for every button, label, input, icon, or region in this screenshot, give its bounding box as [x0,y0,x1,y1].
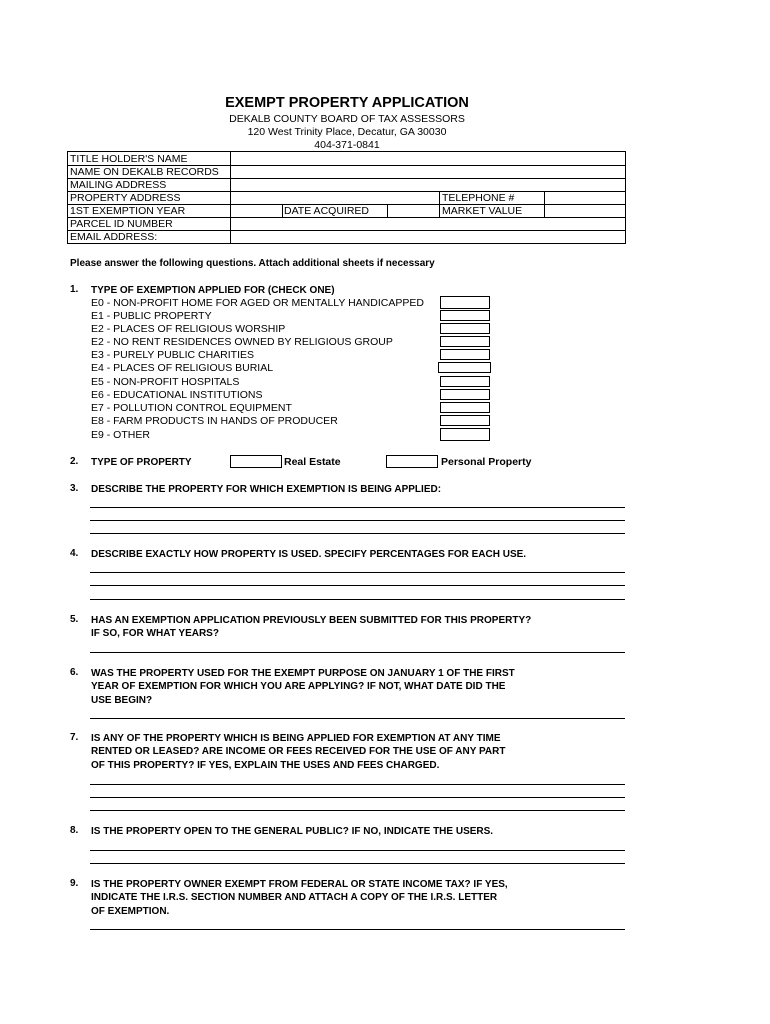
q9-line-1: IS THE PROPERTY OWNER EXEMPT FROM FEDERAL OR STATE INCOME TAX? IF YES, [91,879,508,890]
checkbox-e2-residences[interactable] [440,336,490,347]
q6-line-2: YEAR OF EXEMPTION FOR WHICH YOU ARE APPLYING? IF NOT, WHAT DATE DID THE [91,681,506,693]
q7-line-1: IS ANY OF THE PROPERTY WHICH IS BEING APPLIED FOR EXEMPTION AT ANY TIME [91,733,501,744]
q7-answer-line-1[interactable] [90,784,625,785]
label-name-on-records: NAME ON DEKALB RECORDS [70,166,219,178]
label-email: EMAIL ADDRESS: [70,231,158,243]
personal-property-label: Personal Property [441,456,532,468]
agency-name: DEKALB COUNTY BOARD OF TAX ASSESSORS [229,113,465,125]
option-e8: E8 - FARM PRODUCTS IN HANDS OF PRODUCER [91,415,338,427]
q8-answer-line-1[interactable] [90,850,625,851]
option-e5: E5 - NON-PROFIT HOSPITALS [91,376,240,388]
q5-number: 5. [70,614,79,625]
checkbox-e4[interactable] [438,362,491,373]
agency-phone: 404-371-0841 [314,139,380,151]
parcel-id-field[interactable] [231,218,625,230]
q9-line-2: INDICATE THE I.R.S. SECTION NUMBER AND ATTACH A COPY OF THE I.R.S. LETTER [91,892,498,904]
q6-answer-line[interactable] [90,718,625,719]
q9-line-3: OF EXEMPTION. [91,905,170,917]
q4-number: 4. [70,548,79,559]
checkbox-e6[interactable] [440,389,490,400]
q8-text: IS THE PROPERTY OPEN TO THE GENERAL PUBLIC? IF NO, INDICATE THE USERS. [91,826,494,837]
q3-answer-line-2[interactable] [90,520,625,521]
option-e2-worship: E2 - PLACES OF RELIGIOUS WORSHIP [91,323,286,335]
checkbox-e8[interactable] [440,415,490,426]
option-e1: E1 - PUBLIC PROPERTY [91,310,212,322]
first-exemption-year-field[interactable] [231,205,282,217]
q4-answer-line-3[interactable] [90,599,625,600]
telephone-field[interactable] [545,192,625,204]
checkbox-e2-worship[interactable] [440,323,490,334]
label-first-exemption-year: 1ST EXEMPTION YEAR [70,205,186,217]
applicant-info-table [67,151,626,244]
market-value-field[interactable] [545,205,625,217]
mailing-address-field[interactable] [231,179,625,191]
checkbox-e3[interactable] [440,349,490,360]
q7-text [91,732,611,772]
q9-number: 9. [70,878,79,889]
checkbox-e1[interactable] [440,310,490,321]
q3-answer-line-3[interactable] [90,533,625,534]
q7-answer-line-3[interactable] [90,810,625,811]
q4-text: DESCRIBE EXACTLY HOW PROPERTY IS USED. SPECIFY PERCENTAGES FOR EACH USE. [91,549,527,560]
option-e7: E7 - POLLUTION CONTROL EQUIPMENT [91,402,292,414]
q6-line-3: USE BEGIN? [91,694,153,706]
label-mailing-address: MAILING ADDRESS [70,179,167,191]
q9-answer-line[interactable] [90,929,625,930]
q7-number: 7. [70,732,79,743]
label-market-value: MARKET VALUE [442,205,523,217]
real-estate-box[interactable] [230,455,282,468]
checkbox-e0[interactable] [440,296,490,309]
q9-text [91,878,611,918]
label-title-holder: TITLE HOLDER'S NAME [70,153,188,165]
label-date-acquired: DATE ACQUIRED [284,205,369,217]
q2-text: TYPE OF PROPERTY [91,457,192,468]
option-e2-residences: E2 - NO RENT RESIDENCES OWNED BY RELIGIOUS GROUP [91,336,393,348]
label-telephone: TELEPHONE # [442,192,515,204]
checkbox-e9[interactable] [440,428,490,441]
q1-text: TYPE OF EXEMPTION APPLIED FOR (CHECK ONE) [91,285,335,296]
q5-text [91,614,631,641]
date-acquired-field[interactable] [388,205,439,217]
q5-answer-line[interactable] [90,652,625,653]
option-e3: E3 - PURELY PUBLIC CHARITIES [91,349,254,361]
checkbox-e5[interactable] [440,376,490,387]
q6-line-1: WAS THE PROPERTY USED FOR THE EXEMPT PURPOSE ON JANUARY 1 OF THE FIRST [91,668,515,679]
q2-number: 2. [70,456,79,467]
q8-number: 8. [70,825,79,836]
q7-answer-line-2[interactable] [90,797,625,798]
q4-answer-line-2[interactable] [90,585,625,586]
label-property-address: PROPERTY ADDRESS [70,192,181,204]
personal-property-box[interactable] [386,455,438,468]
option-e0: E0 - NON-PROFIT HOME FOR AGED OR MENTALLY HANDICAPPED [91,297,424,309]
agency-address: 120 West Trinity Place, Decatur, GA 30030 [247,126,447,138]
q7-line-2: RENTED OR LEASED? ARE INCOME OR FEES RECEIVED FOR THE USE OF ANY PART [91,746,506,758]
option-e6: E6 - EDUCATIONAL INSTITUTIONS [91,389,263,401]
checkbox-e7[interactable] [440,402,490,413]
property-address-field[interactable] [231,192,439,204]
q1-number: 1. [70,284,79,295]
q3-number: 3. [70,483,79,494]
option-e9: E9 - OTHER [91,429,150,441]
q4-answer-line-1[interactable] [90,572,625,573]
q6-text [91,667,611,707]
q3-answer-line-1[interactable] [90,507,625,508]
form-title: EXEMPT PROPERTY APPLICATION [225,95,469,111]
email-field[interactable] [231,231,625,244]
title-holder-field[interactable] [231,152,625,165]
q8-answer-line-2[interactable] [90,863,625,864]
real-estate-label: Real Estate [284,456,341,468]
name-on-records-field[interactable] [231,166,625,178]
q5-line-2: IF SO, FOR WHAT YEARS? [91,628,219,640]
instructions: Please answer the following questions. Attach additional sheets if necessary [70,258,435,269]
q5-line-1: HAS AN EXEMPTION APPLICATION PREVIOUSLY BEEN SUBMITTED FOR THIS PROPERTY? [91,615,532,626]
q7-line-3: OF THIS PROPERTY? IF YES, EXPLAIN THE USES AND FEES CHARGED. [91,759,440,771]
q3-text: DESCRIBE THE PROPERTY FOR WHICH EXEMPTION IS BEING APPLIED: [91,484,442,495]
label-parcel-id: PARCEL ID NUMBER [70,218,173,230]
option-e4: E4 - PLACES OF RELIGIOUS BURIAL [91,362,274,374]
q6-number: 6. [70,667,79,678]
